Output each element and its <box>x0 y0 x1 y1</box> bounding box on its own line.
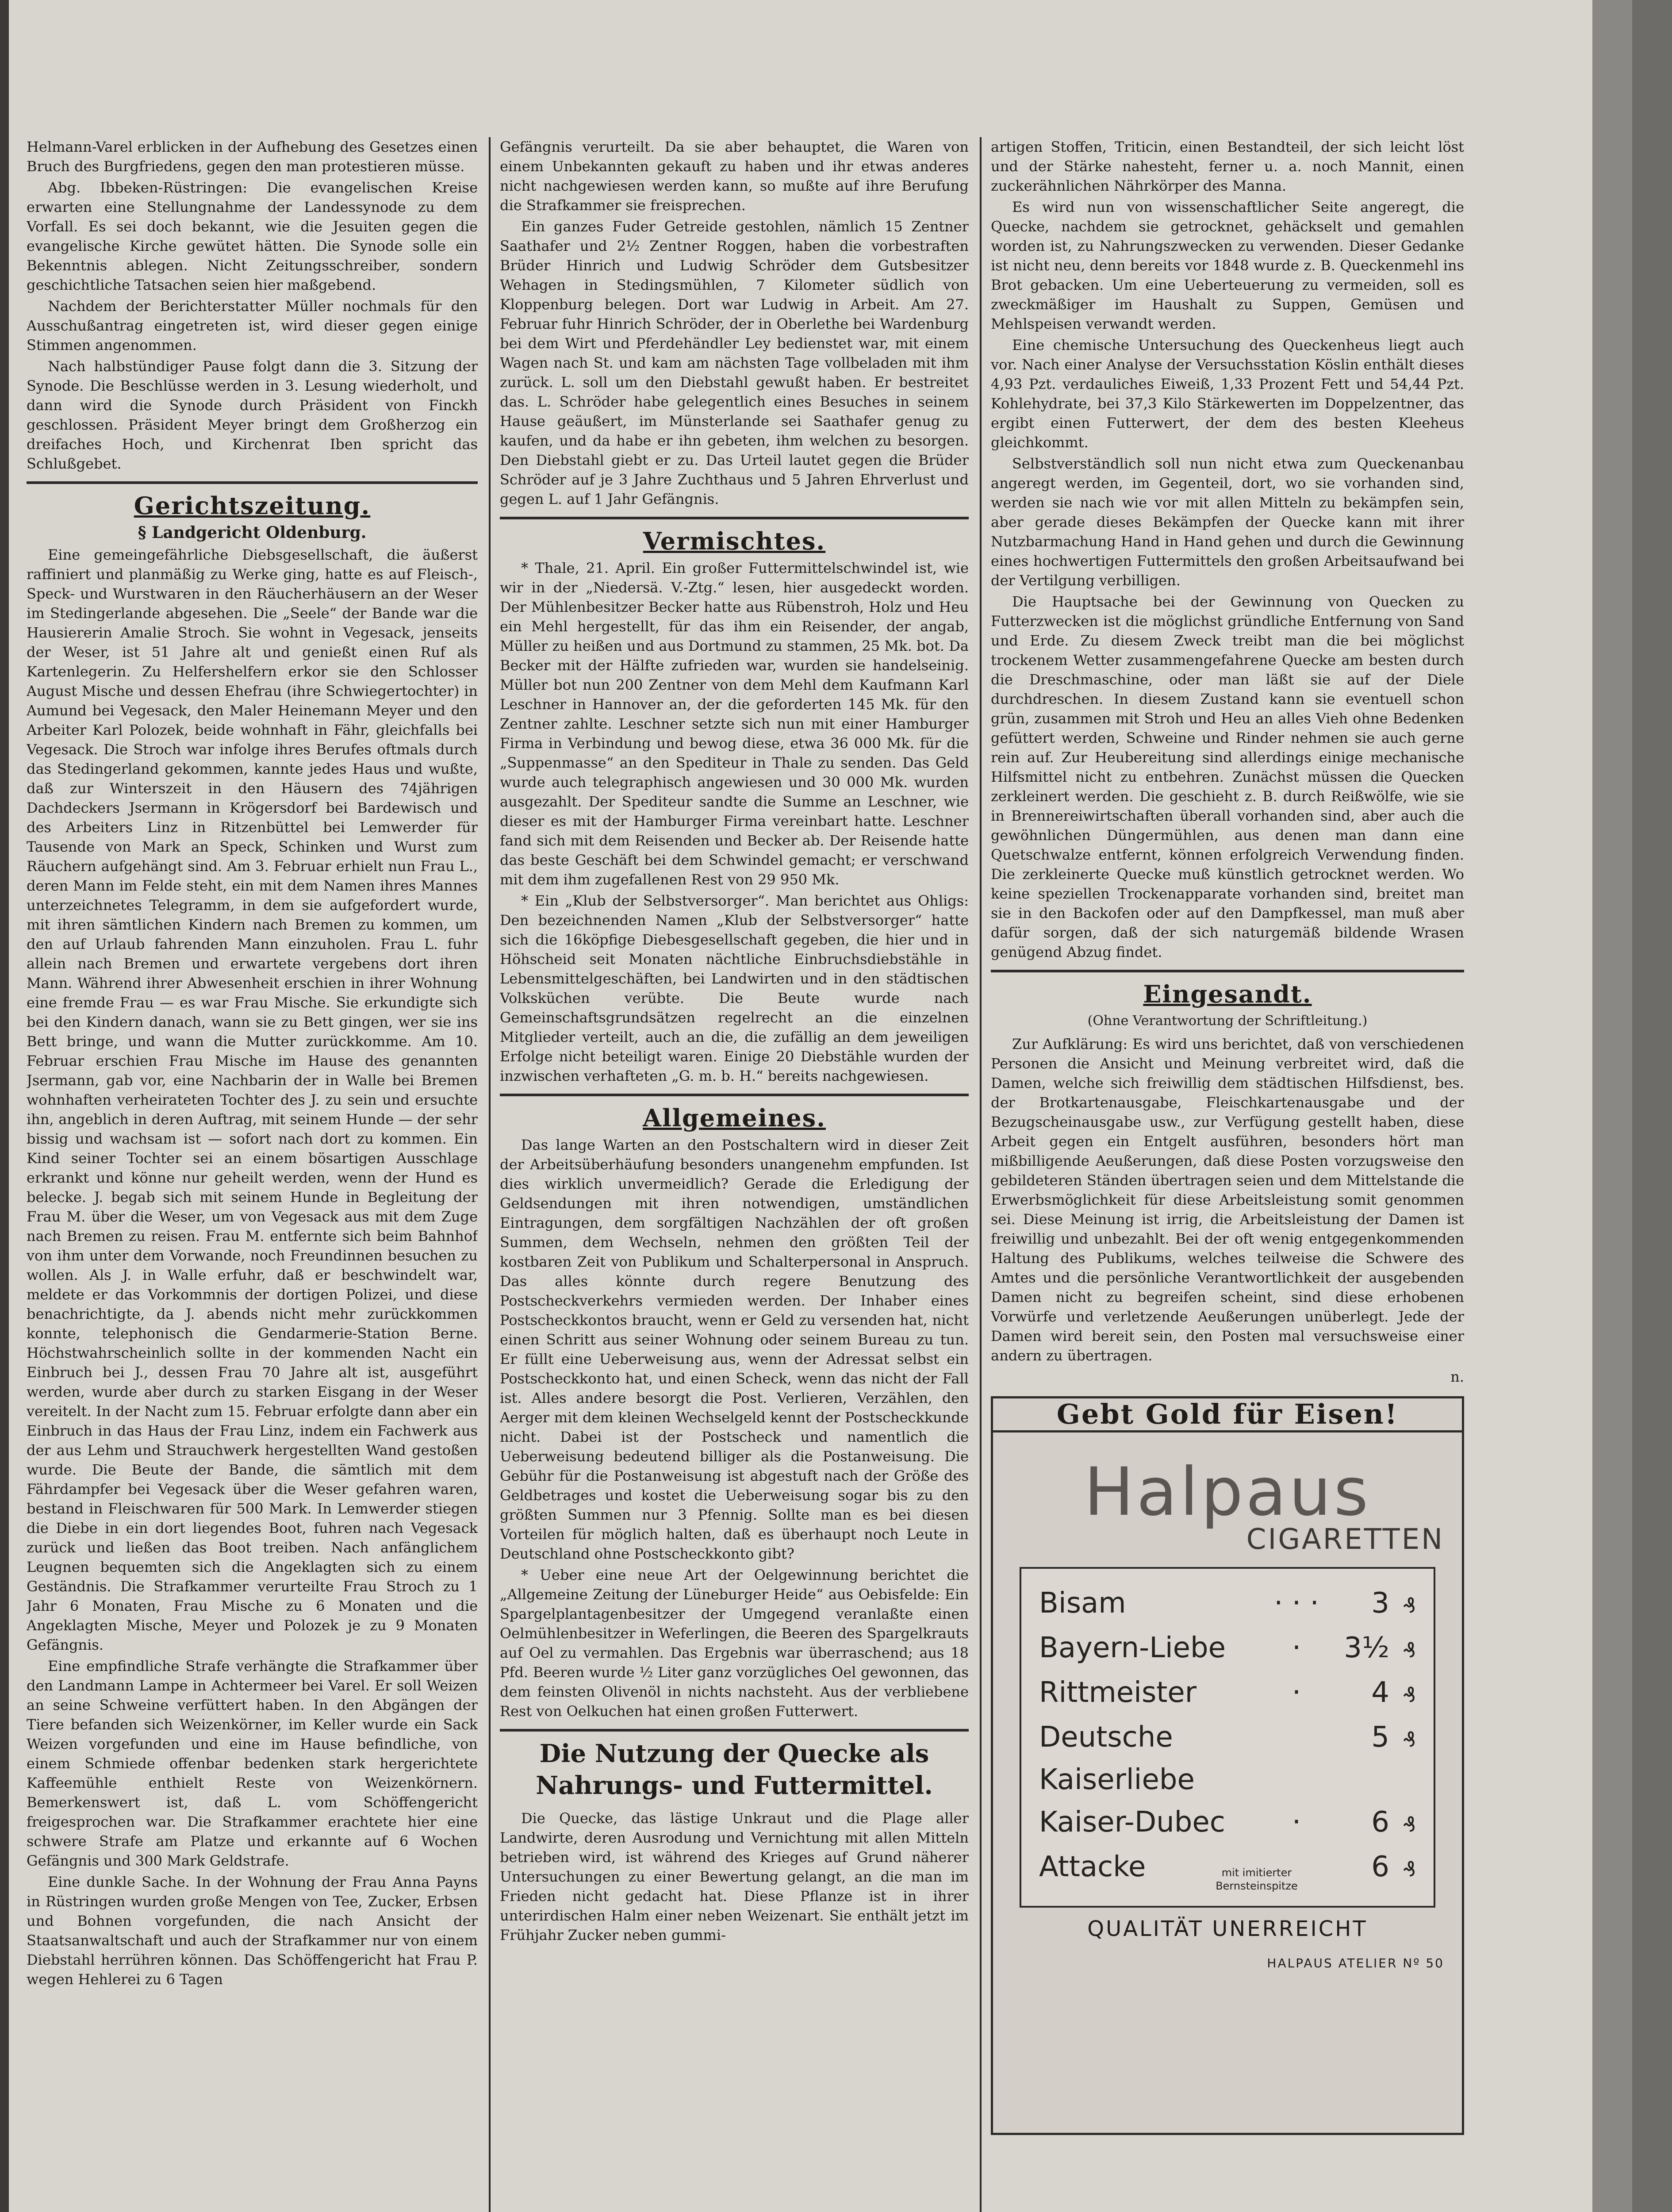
article-paragraph: Eine gemeingefährliche Diebsgesellschaft, die äußerst raffiniert und planmäßig zu Werke ging, hatte es auf Fleisch-, Speck- und Wurstwaren in den Räucherhäusern an der Weser im Stedingerlande abgesehen. Die „Seele“ der Bande war die Hausiererin Amalie Stroch. Sie wohnt in Vegesack, jenseits der Weser, ist 51 Jahre alt und genießt einen Ruf als Kartenlegerin. Zu Helfershelfern erkor sie den Schlosser August Mische und dessen Ehefrau (ihre Schwiegertochter) in Aumund bei Vegesack, den Maler Heinemann Meyer und den Arbeiter Karl Polozek, beide wohnhaft in Fähr, gleichfalls bei Vegesack. Die Stroch war infolge ihres Berufes oftmals durch das Stedingerland gekommen, kannte jedes Haus und wußte, daß zur Winterszeit in den Häusern des 74jährigen Dachdeckers Jsermann in Krögersdorf bei Bardewisch und des Arbeiters Linz in Ritzenbüttel bei Lemwerder für Tausende von Mark an Speck, Schinken und Wurst zum Räuchern aufgehängt sind. Am 3. Februar erhielt nun Frau L., deren Mann im Felde steht, ein mit dem Namen ihres Mannes unterzeichnetes Telegramm, in dem sie aufgefordert wurde, mit ihren sämtlichen Kindern nach Bremen zu kommen, um den auf Urlaub fahrenden Mann einzuholen. Frau L. fuhr allein nach Bremen und erwartete vergebens dort ihren Mann. Während ihrer Abwesenheit erschien in ihrer Wohnung eine fremde Frau — es war Frau Mische. Sie erkundigte sich bei den Kindern danach, wann sie zu Bett gingen, wer sie ins Bett bringe, und wann die Mutter zurückkomme. Am 10. Februar erschien Frau Mische im Hause des genannten Jsermann, gab vor, eine Nachbarin der in Walle bei Bremen wohnhaften verheirateten Tochter des J. zu sein und ersuchte ihn, angeblich in deren Auftrag, mit seinem Hunde — der sehr bissig und wachsam ist — sofort nach dort zu kommen. Ein Kind seiner Tochter sei an einem bösartigen Ausschlage erkrankt und könne nur geheilt werden, wenn der Hund es belecke. J. begab sich mit seinem Hunde in Begleitung der Frau M. über die Weser, um von Vegesack aus mit dem Zuge nach Bremen zu reisen. Frau M. entfernte sich beim Bahnhof von ihm unter dem Vorwande, noch Freundinnen besuchen zu wollen. Als J. in Walle erfuhr, daß er beschwindelt war, meldete er das Vorkommnis der dortigen Polizei, und diese benachrichtigte, da J. abends nicht mehr zurückkommen konnte, telephonisch die Gendarmerie-Station Berne. Höchstwahrscheinlich sollte in der kommenden Nacht ein Einbruch bei J., dessen Frau 70 Jahre alt ist, ausgeführt werden, wurde aber durch zu starken Eisgang in der Weser vereitelt. In der Nacht zum 15. Februar erfolgte dann aber ein Einbruch in das Haus der Frau Linz, indem ein Fachwerk aus der aus Lehm und Strauchwerk hergestellten Wand gestoßen wurde. Die Beute der Bande, die sämtlich mit dem Fährdampfer bei Vegesack über die Weser gefahren waren, bestand in Fleischwaren für 500 Mark. In Lemwerder stiegen die Diebe in ein dort liegendes Boot, fuhren nach Vegesack zurück und ließen das Boot treiben. Nach anfänglichem Leugnen bequemten sich die Angeklagten sich zu einem Geständnis. Die Strafkammer verurteilte Frau Stroch zu 1 Jahr 6 Monaten, Frau Mische zu 6 Monaten und die Angeklagten Mische, Meyer und Polozek je zu 9 Monaten Gefängnis. <box>27 546 478 1653</box>
column-3 <box>991 137 1464 2212</box>
ad-quality-slogan: QUALITÄT UNERREICHT <box>1087 1916 1368 1941</box>
product-name: Attacke <box>1039 1851 1146 1883</box>
paragraph: Eine chemische Untersuchung des Queckenheus liegt auch vor. Nach einer Analyse der Versuchsstation Köslin enthält dieses 4,93 Pzt. verdauliches Eiweiß, 1,33 Prozent Fett und 54,44 Pzt. Kohlehydrate, bei 37,3 Kilo Stärkewerten im Doppelzentner, das ergibt einen Futterwert, der dem des besten Kleeheus gleichkommt. <box>991 337 1464 451</box>
paragraph: Nach halbstündiger Pause folgt dann die 3. Sitzung der Synode. Die Beschlüsse werden in 3. Lesung wiederholt, und dann wird die Synode durch Präsident von Finckh geschlossen. Präsident Meyer bringt dem Großherzog ein dreifaches Hoch, und Kirchenrat Iben spricht das Schlußgebet. <box>27 358 478 472</box>
paragraph: Es wird nun von wissenschaftlicher Seite angeregt, die Quecke, nachdem sie getrocknet, gehäckselt und gemahlen worden ist, zu Nahrungszwecken zu verwenden. Dieser Gedanke ist nicht neu, denn bereits vor 1848 wurde z. B. Queckenmehl ins Brot gebacken. Um eine Ueberteuerung zu vermeiden, soll es zweckmäßiger im Haushalt zu Suppen, Gemüsen und Mehlspeisen verwandt werden. <box>991 199 1464 332</box>
product-price: 3½ <box>1344 1632 1389 1664</box>
column-2 <box>500 137 969 2212</box>
ad-brand-logo: Halpaus <box>1084 1454 1371 1531</box>
section-heading-general: Allgemeines. <box>643 1104 826 1132</box>
product-price: 6 <box>1371 1851 1389 1883</box>
letter-paragraph: Zur Aufklärung: Es wird uns berichtet, daß von verschiedenen Personen die Ansicht und Meinung verbreitet wird, daß die Damen, welche sich freiwillig dem städtischen Hilfsdienst, bes. der Brotkartenausgabe, Fleischkartenausgabe und der Bezugscheinausgabe usw., zur Verfügung gestellt haben, diese Arbeit gegen ein Entgelt ausführen, besonders hört man mißbilligende Aeußerungen, daß diese Posten vorzugsweise den gebildeteren Ständen übertragen seien und dem Mittelstande die Erwerbsmöglichkeit für diese Arbeitsleistung somit genommen sei. Diese Meinung ist irrig, die Arbeitsleistung der Damen ist freiwillig und unbezahlt. Bei der oft wenig entgegenkommenden Haltung des Publikums, welches teilweise die Schwere des Amtes und die persönliche Verantwortlichkeit der ausgebenden Damen nicht zu begreifen scheint, sind diese erhobenen Vorwürfe und verletzende Aeußerungen unüberlegt. Jede der Damen wird bereit sein, den Posten mal versuchsweise einer andern zu übertragen. <box>991 1036 1464 1364</box>
ad-banner: Gebt Gold für Eisen! <box>993 1398 1462 1432</box>
section-divider <box>500 1094 969 1096</box>
binding-shadow <box>0 0 9 2212</box>
paragraph: Abg. Ibbeken-Rüstringen: Die evangelischen Kreise erwarten eine Stellungnahme der Landessynode zu dem Vorfall. Es sei doch bekannt, wie die Jesuiten gegen die evangelische Kirche gewütet hätten. Die Synode solle ein Bekenntnis ablegen. Nicht Zeitungsschreiber, sondern geschichtliche Tatsachen seien hier maßgebend. <box>27 179 478 293</box>
product-name: Kaiser-Dubec <box>1039 1806 1225 1839</box>
article-paragraph: Eine empfindliche Strafe verhängte die Strafkammer über den Landmann Lampe in Achtermeer bei Varel. Er soll Weizen an seine Schweine verfüttert haben. In den Abgängen der Tiere befanden sich Weizenkörner, im Keller wurde ein Sack Weizen vorgefunden und eine im Hause befindliche, von einem Schmiede offenbar bedenken stark hergerichtete Kaffeemühle enthielt Reste von Weizenkörnern. Bemerkenswert ist, daß L. vom Schöffengericht freigesprochen war. Die Strafkammer erachtete hier eine schwere Strafe am Platze und erkannte auf 6 Wochen Gefängnis und 300 Mark Geldstrafe. <box>27 1658 478 1869</box>
currency-unit: ₰ <box>1403 1683 1416 1707</box>
currency-unit: ₰ <box>1403 1857 1416 1881</box>
paragraph: Gefängnis verurteilt. Da sie aber behauptet, die Waren von einem Unbekannten gekauft zu haben und ihr etwas anderes nicht nachgewiesen werden kann, so mußte auf ihre Berufung die Strafkammer sie freisprechen. <box>500 138 969 214</box>
article-paragraph: * Thale, 21. April. Ein großer Futtermittelschwindel ist, wie wir in der „Niedersä. V.-Ztg.“ lesen, hier ausgedeckt worden. Der Mühlenbesitzer Becker hatte aus Rübenstroh, Holz und Heu ein Mehl hergestellt, für das ihm ein Reisender, der angab, Müller zu heißen und aus Dortmund zu stammen, 25 Mk. bot. Da Becker mit der Hälfte zufrieden war, wurden sie handelseinig. Müller bot nun 200 Zentner von dem Mehl dem Kaufmann Karl Leschner in Hannover an, der die geforderten 145 Mk. für den Zentner zahlte. Leschner setzte sich nun mit einer Hamburger Firma in Verbindung und bewog diese, etwa 36 000 Mk. für die „Suppenmasse“ an den Spediteur in Thale zu senden. Das Geld wurde auch telegraphisch angewiesen und 30 000 Mk. wurden ausgezahlt. Der Spediteur sandte die Summe an Leschner, wie dieser es mit der Hamburger Firma vereinbart hatte. Leschner fand sich mit dem Reisenden und Becker ab. Der Reisende hatte das beste Geschäft bei dem Schwindel gemacht; er verschwand mit dem ihm zugefallenen Rest von 29 950 Mk. <box>500 560 969 888</box>
section-divider <box>500 517 969 519</box>
paragraph: Ein ganzes Fuder Getreide gestohlen, nämlich 15 Zentner Saathafer und 2½ Zentner Roggen, haben die vorbestraften Brüder Hinrich und Ludwig Schröder dem Gutsbesitzer Wehagen in Stedingsmühlen, 7 Kilometer südlich von Kloppenburg belegen. Dort war Ludwig in Arbeit. Am 27. Februar fuhr Hinrich Schröder, der in Oberlethe bei Wardenburg bei dem Wirt und Pferdehändler Ley bedienstet war, mit einem Wagen nach St. und kam am nächsten Tage vollbeladen mit ihm zurück. L. soll um den Diebstahl gewußt haben. Er bestreitet das. L. Schröder habe gelegentlich eines Besuches in seinem Hause geäußert, im Münsterlande sei Saathafer genug zu kaufen, und da habe er ihn gebeten, ihm welchen zu besorgen. Den Diebstahl giebt er zu. Das Urteil lautet gegen die Brüder Schröder auf je 3 Jahre Zuchthaus und 5 Jahren Ehrverlust und gegen L. auf 1 Jahr Gefängnis. <box>500 218 969 507</box>
leader-dots: · <box>1292 1632 1301 1664</box>
leader-dots: · · · <box>1274 1587 1319 1620</box>
section-heading-misc: Vermischtes. <box>643 527 826 555</box>
section-divider <box>500 1729 969 1732</box>
product-name: Deutsche Kaiserliebe <box>1039 1721 1195 1796</box>
column-rule <box>489 137 491 2212</box>
product-price: 4 <box>1371 1676 1389 1709</box>
paragraph: Die Hauptsache bei der Gewinnung von Quecken zu Futterzwecken ist die möglichst gründliche Entfernung von Sand und Erde. Zu diesem Zweck treibt man die bei möglichst trockenem Wetter zusammengefahrene Quecke am besten durch die Dreschmaschine, oder man läßt sie auf der Diele durchdreschen. In diesem Zustand kann sie eventuell schon grün, zusammen mit Stroh und Heu an alles Vieh ohne Bedenken gefüttert werden, Schweine und Rinder nehmen sie auch gerne rein auf. Zur Heubereitung sind allerdings einige mechanische Hilfsmittel nicht zu entbehren. Zunächst müssen die Quecken zerkleinert werden. Die geschieht z. B. durch Reißwölfe, wie sie in Brennereiwirtschaften überall vorhanden sind, aber auch die gewöhnlichen Düngermühlen, aus denen man dann eine Quetschwalze entfernt, können erfolgreich Verwendung finden. Die zerkleinerte Quecke muß künstlich getrocknet werden. Wo keine speziellen Trockenapparate vorhanden sind, breitet man sie in den Backofen oder auf den Dampfkessel, man muß aber dafür sorgen, daß der sich naturgemäß bildende Wrasen genügend Abzug findet. <box>991 593 1464 960</box>
article-paragraph: Die Quecke, das lästige Unkraut und die Plage aller Landwirte, deren Ausrodung und Vernichtung mit allen Mitteln betrieben wird, ist während des Krieges auf Grund näherer Untersuchungen zu einer Bewertung gelangt, an die man im Frieden nicht gedacht hat. Diese Pflanze ist in ihrer unterirdischen Halm einer neben Weizenart. Sie enthält jetzt im Frühjahr Zucker neben gummi- <box>500 1810 969 1943</box>
subheading: § Landgericht Oldenburg. <box>138 523 367 542</box>
product-note: mit imitierter Bernsteinspitze <box>1216 1866 1298 1892</box>
ad-price-row <box>1039 1582 1416 1627</box>
section-divider <box>991 970 1464 972</box>
section-heading-submitted: Eingesandt. <box>1143 980 1312 1008</box>
signature: n. <box>1450 1368 1464 1385</box>
newspaper-page <box>9 0 1632 2212</box>
article-paragraph: Eine dunkle Sache. In der Wohnung der Frau Anna Payns in Rüstringen wurden große Mengen von Tee, Zucker, Erbsen und Bohnen vorgefunden, die nach Ansicht der Staatsanwaltschaft und auch der Strafkammer nur von einem Diebstahl herrühren können. Das Schöffengericht hat Frau P. wegen Hehlerei zu 6 Tagen <box>27 1874 478 1988</box>
ad-price-row <box>1039 1627 1416 1671</box>
section-divider <box>27 481 478 484</box>
ad-price-row <box>1039 1716 1416 1801</box>
ad-price-row <box>1039 1671 1416 1716</box>
ad-price-row <box>1039 1801 1416 1846</box>
ad-subtitle: CIGARETTEN <box>1246 1523 1444 1556</box>
paragraph: artigen Stoffen, Triticin, einen Bestandteil, der sich leicht löst und der Stärke nahesteht, ferner u. a. noch Mannit, einen zuckerähnlichen Nährkörper des Manna. <box>991 138 1464 194</box>
product-price: 6 <box>1371 1806 1389 1839</box>
product-name: Rittmeister <box>1039 1676 1197 1709</box>
paragraph: Selbstverständlich soll nun nicht etwa zum Queckenanbau angeregt werden, im Gegenteil, dort, wo sie vorhanden sind, werden sie nach wie vor mit allen Mitteln zu bekämpfen sein, aber gerade dieses Bekämpfen der Quecke kann mit ihrer Nutzbarmachung Hand in Hand gehen und durch die Gewinnung eines hochwertigen Futtermittels den großen Arbeitsaufwand bei der Vertilgung verbilligen. <box>991 455 1464 589</box>
article-title-quecke: Die Nutzung der Quecke als Nahrungs- und Futtermittel. <box>536 1739 933 1800</box>
currency-unit: ₰ <box>1403 1813 1416 1836</box>
column-rule <box>980 137 982 2212</box>
currency-unit: ₰ <box>1403 1728 1416 1751</box>
article-paragraph: * Ein „Klub der Selbstversorger“. Man berichtet aus Ohligs: Den bezeichnenden Namen „Klub der Selbstversorger“ hatte sich die 16köpfige Diebesgesellschaft gegeben, die hier und in Höhscheid seit Monaten nächtliche Einbruchsdiebstähle in Lebensmittelgeschäften, bei Landwirten und in den städtischen Volksküchen verübte. Die Beute wurde nach Gemeinschaftsgrundsätzen regelrecht an die einzelnen Mitglieder verteilt, auch an die, die zufällig an dem jeweiligen Erfolge nicht beteiligt waren. Einige 20 Diebstähle wurden der inzwischen verhafteten „G. m. b. H.“ bereits nachgewiesen. <box>500 892 969 1084</box>
ad-price-row <box>1039 1846 1416 1893</box>
ad-atelier-credit: HALPAUS ATELIER Nº 50 <box>1267 1956 1444 1970</box>
section-heading-court: Gerichtszeitung. <box>134 492 371 520</box>
column-1 <box>27 137 478 2212</box>
leader-dots: · <box>1292 1676 1301 1709</box>
halpaus-advertisement <box>991 1396 1464 2135</box>
article-paragraph: * Ueber eine neue Art der Oelgewinnung berichtet die „Allgemeine Zeitung der Lüneburger Heide“ aus Oebisfelde: Ein Spargelplantagenbesitzer der Umgegend veranlaßte einen Oelmühlenbesitzer in Weferlingen, die Beeren des Spargelkrauts auf Oel zu vermahlen. Das Ergebnis war überraschend; aus 18 Pfd. Beeren wurde ½ Liter ganz vorzügliches Oel gewonnen, das dem feinsten Olivenöl in nichts nachsteht. Aus der verbliebene Rest von Oelkuchen hat einen großen Futterwert. <box>500 1567 969 1720</box>
article-paragraph: Das lange Warten an den Postschaltern wird in dieser Zeit der Arbeitsüberhäufung besonders unangenehm empfunden. Ist dies wirklich unvermeidlich? Gerade die Erledigung der Geldsendungen mit ihren notwendigen, umständlichen Eintragungen, dem sorgfältigen Nachzählen der oft großen Summen, dem Wechseln, nehmen den größten Teil der kostbaren Zeit von Publikum und Schalterpersonal in Anspruch. Das alles könnte durch regere Benutzung des Postscheckverkehrs vermieden werden. Der Inhaber eines Postscheckkontos braucht, wenn er Geld zu versenden hat, nicht einen Schritt aus seiner Wohnung oder seinem Bureau zu tun. Er füllt eine Ueberweisung aus, wenn der Adressat selbst ein Postscheckkonto hat, und einen Scheck, wenn das nicht der Fall ist. Alles andere besorgt die Post. Verlieren, Verzählen, den Aerger mit dem kleinen Wechselgeld kennt der Postscheckkunde nicht. Dabei ist der Postscheck und namentlich die Ueberweisung bedeutend billiger als die Postanweisung. Die Gebühr für die Postanweisung ist abgestuft nach der Größe des Geldbetrages und kostet die Ueberweisung sogar bis zu den größten Summen nur 3 Pfennig. Sollte man es bei diesen Vorteilen für möglich halten, daß es überhaupt noch Leute in Deutschland ohne Postscheckkonto gibt? <box>500 1137 969 1562</box>
currency-unit: ₰ <box>1403 1638 1416 1662</box>
paragraph: Helmann-Varel erblicken in der Aufhebung des Gesetzes einen Bruch des Burgfriedens, gegen den man protestieren müsse. <box>27 138 478 175</box>
leader-dots: · <box>1292 1806 1301 1839</box>
product-price: 5 <box>1371 1721 1389 1754</box>
currency-unit: ₰ <box>1403 1594 1416 1617</box>
product-price: 3 <box>1371 1587 1389 1620</box>
ad-price-list <box>1020 1567 1435 1908</box>
paragraph: Nachdem der Berichterstatter Müller nochmals für den Ausschußantrag eingetreten ist, wird dieser gegen einige Stimmen angenommen. <box>27 298 478 353</box>
product-name: Bayern-Liebe <box>1039 1632 1226 1664</box>
page-edge <box>1592 0 1632 2212</box>
disclaimer-note: (Ohne Verantwortung der Schriftleitung.) <box>1087 1013 1368 1029</box>
product-name: Bisam <box>1039 1587 1126 1620</box>
